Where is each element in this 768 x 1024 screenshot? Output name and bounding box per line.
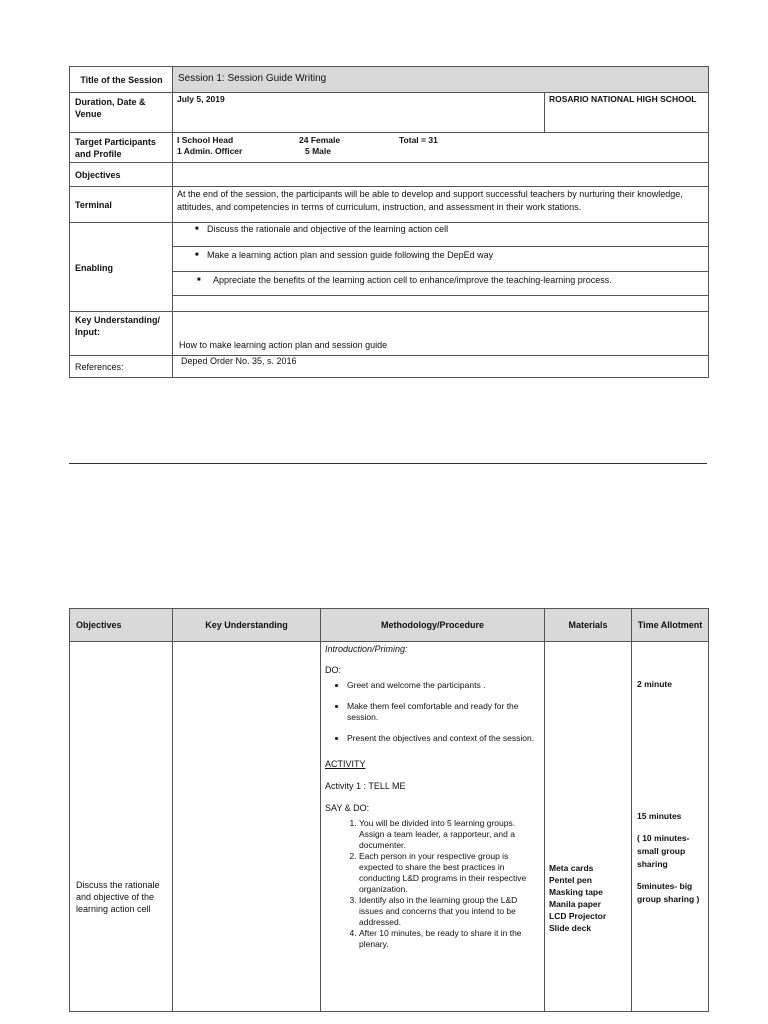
enabling-item <box>173 223 709 247</box>
enabling-label: Enabling <box>70 223 173 312</box>
list-item: 2. Each person in your respective group is expected to share the best practices in conducting L&D programs in their respective organization. <box>359 851 540 895</box>
participant-count: 24 Female <box>299 135 341 145</box>
participant-total: Total = 31 <box>399 135 438 145</box>
target-label: Target Participants and Profile <box>70 133 173 163</box>
list-item: • Make them feel comfortable and ready for the session. <box>347 701 540 723</box>
procedure-table <box>69 608 709 1012</box>
do-list <box>325 680 540 744</box>
participant-row <box>177 135 704 146</box>
header-methodology: Methodology/Procedure <box>321 609 545 642</box>
title-label: Title of the Session <box>70 67 173 93</box>
time-big-group: 5minutes- big group sharing ) <box>637 881 700 904</box>
objectives-label: Objectives <box>70 163 173 187</box>
material-item: Pentel pen <box>549 875 592 885</box>
time-small-group: ( 10 minutes- small group sharing <box>637 833 690 869</box>
material-item: LCD Projector <box>549 911 607 921</box>
activity-heading: ACTIVITY <box>325 759 366 769</box>
duration-label: Duration, Date & Venue <box>70 93 173 133</box>
material-item: Slide deck <box>549 923 592 933</box>
references-label <box>70 356 173 378</box>
key-understanding-text: How to make learning action plan and session guide <box>173 312 709 356</box>
terminal-label: Terminal <box>70 187 173 223</box>
enabling-item <box>173 247 709 272</box>
material-item: Meta cards <box>549 863 594 873</box>
enabling-empty-cell <box>173 296 709 312</box>
steps-list <box>325 818 540 950</box>
references-text: Deped Order No. 35, s. 2016 <box>173 356 709 378</box>
participants-profile <box>173 133 709 163</box>
objectives-empty-cell <box>173 163 709 187</box>
list-item: 3. Identify also in the learning group the L&D issues and concerns that you intend to be addressed. <box>359 895 540 928</box>
enabling-item-text: Make a learning action plan and session guide following the DepEd way <box>207 250 494 260</box>
say-do-label: SAY & DO: <box>325 803 370 813</box>
time-activity: 15 minutes <box>637 811 682 821</box>
material-item: Manila paper <box>549 899 601 909</box>
header-objectives: Objectives <box>70 609 173 642</box>
list-item: • Present the objectives and context of the session. <box>347 733 540 744</box>
bullet-icon: ■ <box>197 277 201 283</box>
material-item: Masking tape <box>549 887 603 897</box>
key-understanding-label: Key Understanding/ Input: <box>70 312 173 356</box>
header-time-allotment: Time Allotment <box>632 609 709 642</box>
participant-role: 1 Admin. Officer <box>177 146 243 156</box>
session-info-table <box>69 66 709 378</box>
bullet-icon: ■ <box>195 252 199 258</box>
participant-row <box>177 146 704 157</box>
objective-cell: Discuss the rationale and objective of the learning action cell <box>70 642 173 1012</box>
participant-count: 5 Male <box>305 146 331 156</box>
participant-role: I School Head <box>177 135 234 145</box>
do-label: DO: <box>325 665 342 675</box>
session-title: Session 1: Session Guide Writing <box>173 67 709 93</box>
time-cell <box>632 642 709 1012</box>
page-divider <box>69 463 707 464</box>
key-understanding-cell <box>173 642 321 1012</box>
materials-cell <box>545 642 632 1012</box>
list-item: 4. After 10 minutes, be ready to share it in the plenary. <box>359 928 540 950</box>
bullet-icon: ■ <box>195 226 199 232</box>
intro-heading: Introduction/Priming: <box>325 644 408 654</box>
enabling-item-text: Discuss the rationale and objective of the learning action cell <box>207 224 449 234</box>
methodology-cell <box>321 642 545 1012</box>
activity-title: Activity 1 : TELL ME <box>325 781 406 791</box>
references-label-text: References: <box>75 362 124 372</box>
enabling-item <box>173 272 709 296</box>
terminal-objective: At the end of the session, the participants will be able to develop and support successful teachers by nurturing their knowledge, attitudes, and competencies in terms of curriculum, instruction, and assessment in their work stations. <box>173 187 709 223</box>
enabling-item-text: Appreciate the benefits of the learning action cell to enhance/improve the teaching-learning process. <box>213 275 612 285</box>
header-key-understanding: Key Understanding <box>173 609 321 642</box>
time-intro: 2 minute <box>637 679 672 689</box>
header-materials: Materials <box>545 609 632 642</box>
list-item: 1. You will be divided into 5 learning groups. Assign a team leader, a rapporteur, and a documenter. <box>359 818 540 851</box>
session-date: July 5, 2019 <box>173 93 545 133</box>
session-venue: ROSARIO NATIONAL HIGH SCHOOL <box>545 93 709 133</box>
list-item: • Greet and welcome the participants . <box>347 680 540 691</box>
